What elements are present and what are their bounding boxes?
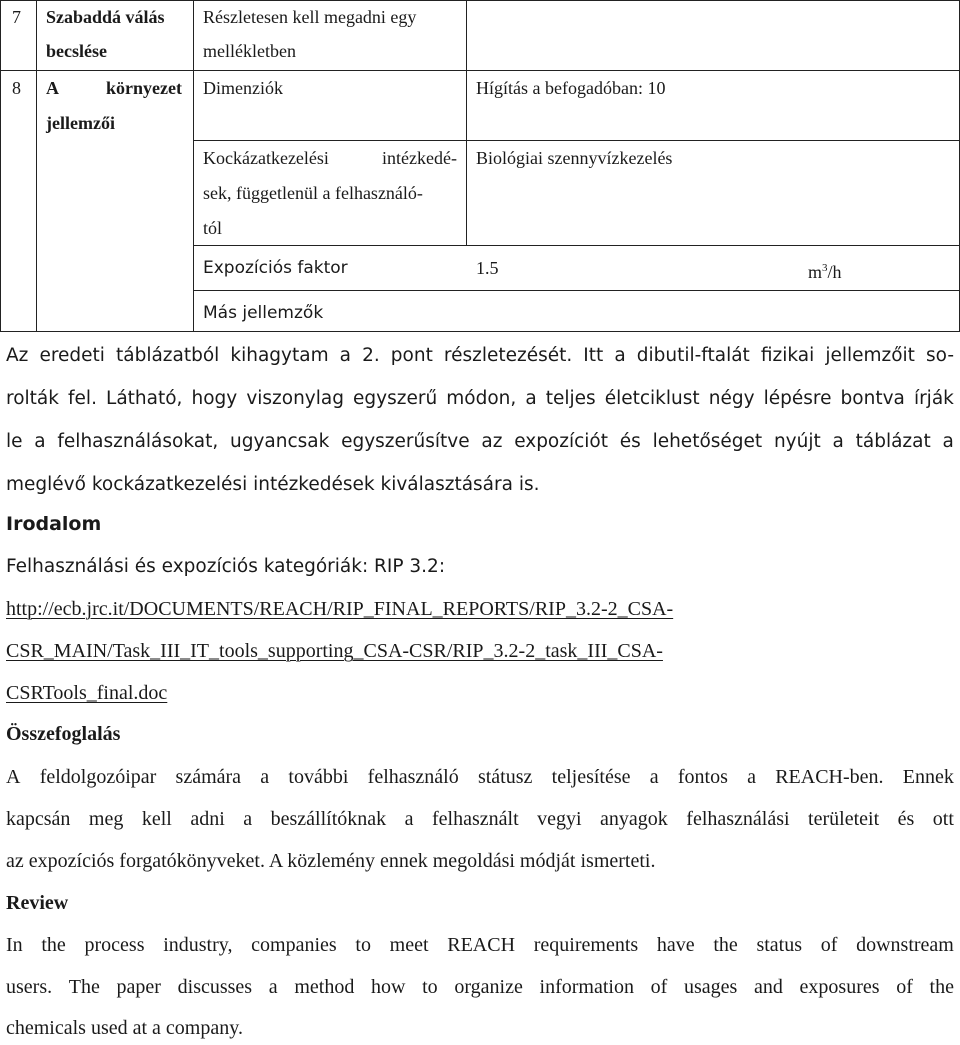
word: have [656,934,695,956]
table-rule [0,331,960,332]
word: négy [708,388,755,409]
word: Látható, [106,388,183,409]
literature-heading: Irodalom [6,513,102,535]
word: REACH-ben. [775,766,884,788]
data-table [0,0,960,332]
word: 2. [362,345,380,366]
text-line [6,849,655,873]
word: jellemzőit [825,345,915,366]
word: beszállítóknak [270,808,387,830]
text-line [6,344,954,368]
word: industry, [163,934,233,956]
word: meet [389,934,429,956]
word: of [896,976,913,998]
word: táblázat [855,431,931,452]
word: adni [190,808,225,830]
word: meglévő kockázatkezelési intézkedések kiválasztására is. [6,474,540,495]
word: a [614,345,626,366]
word: a [747,766,756,788]
word: hogy [191,388,238,409]
word: a [942,431,954,452]
word: the [929,976,954,998]
word: of [650,976,668,998]
cell-value: 1.5 [476,258,499,278]
word: how [371,976,406,998]
reference-url-line [6,681,167,705]
word: kell [141,808,172,830]
reference-link[interactable]: CSRTools_final.doc [6,682,168,704]
text-line [6,933,954,957]
word: felhasznált [432,808,519,830]
table-rule [0,70,960,71]
cell-text: mellékletben [203,41,296,61]
word: paper [116,976,161,998]
word: területeit [808,808,880,830]
word: Az [6,345,29,366]
word: of [820,934,838,956]
table-rule [0,0,1,332]
unit-tail: /h [827,262,842,282]
word: anyagok [600,808,668,830]
word: módon, [446,388,517,409]
word: a [260,766,270,788]
word: fizikai [760,345,815,366]
row-label: becslése [46,41,107,61]
word: so- [926,345,954,366]
word: A [6,766,21,788]
row-label-word: A [46,78,59,98]
row-number: 7 [12,7,21,27]
word: életciklust [604,388,700,409]
word: egyszerűsítve [341,431,470,452]
word: pont [390,345,433,366]
word: meg [88,808,124,830]
word: a [404,808,414,830]
word: chemicals used at a company. [6,1017,243,1039]
word: fontos [677,766,728,788]
reference-link[interactable]: CSR_MAIN/Task_III_IT_tools_supporting_CSA-CSR/RIP_3.2-2_task_III_CSA- [6,640,663,662]
cell-text: Dimenziók [203,78,283,98]
text-line [6,430,954,454]
table-rule [193,0,194,332]
word: a [832,431,844,452]
word: In [6,934,23,956]
word: feldolgozóipar [39,766,157,788]
row-label-word: környezet [106,78,182,98]
word: kihagytam [230,345,329,366]
text-line [6,807,954,831]
word: ott [932,808,954,830]
word: a [34,431,46,452]
word: REACH [447,934,516,956]
word: bontva [840,388,905,409]
word: további [288,766,349,788]
word: the [41,934,66,956]
word: discusses [177,976,253,998]
reference-url-line [6,639,663,663]
word: The [68,976,100,998]
reference-url-line [6,597,673,621]
unit-superscript: 3 [822,262,828,274]
word: teljesítése [551,766,631,788]
word: lépésre [763,388,832,409]
cell-text: sek, függetlenül a felhasználó- [203,183,423,203]
word: process [84,934,145,956]
word: to [422,976,438,998]
word: requirements [533,934,639,956]
word: users. [6,976,53,998]
cell-value: Hígítás a befogadóban: 10 [476,78,666,98]
word: a [268,976,278,998]
table-rule [193,140,960,141]
text-line [6,975,954,999]
word: expozíciót [514,431,608,452]
word: és [619,431,641,452]
word: fel. [68,388,97,409]
word: method [294,976,355,998]
cell-text: Expozíciós faktor [203,258,348,278]
row-label [46,78,182,98]
word: a [243,808,253,830]
word: to [355,934,371,956]
word: egyszerű [353,388,438,409]
word: exposures [799,976,880,998]
table-rule [193,290,960,291]
text-line [6,473,540,497]
table-rule [36,0,37,332]
word: felhasználási [686,808,790,830]
word: felhasználó [367,766,459,788]
cell-word: Kockázatkezelési [203,148,329,168]
word: and [753,976,783,998]
word: a [525,388,537,409]
word: information [539,976,634,998]
summary-heading: Összefoglalás [6,723,121,745]
text-line [6,387,954,411]
cell-value: Biológiai szennyvízkezelés [476,148,673,168]
word: számára [175,766,242,788]
word: és [897,808,915,830]
word: teljes [545,388,596,409]
word: downstream [856,934,954,956]
table-rule [0,0,960,1]
text-line [6,765,954,789]
word: státusz [477,766,533,788]
cell-text: tól [203,218,223,238]
row-label: Szabaddá válás [46,7,165,27]
word: a [339,345,351,366]
word: az [481,431,503,452]
cell-unit [808,258,842,282]
word: lehetőséget [652,431,763,452]
table-rule [193,245,960,246]
word: kapcsán [6,808,71,830]
reference-link[interactable]: http://ecb.jrc.it/DOCUMENTS/REACH/RIP_FINAL_REPORTS/RIP_3.2-2_CSA- [6,598,674,620]
row-label: jellemzői [46,113,115,133]
word: companies [251,934,337,956]
word: organize [454,976,523,998]
word: táblázatból [115,345,220,366]
word: felhasználásokat, [57,431,219,452]
word: viszonylag [246,388,344,409]
word: eredeti [39,345,105,366]
word: az expozíciós forgatókönyveket. A közlemény ennek megoldási módját ismerteti. [6,850,656,872]
unit-base: m [808,262,823,282]
word: írják [913,388,954,409]
word: Itt [583,345,604,366]
word: rolták [6,388,59,409]
cell-word: intézkedé- [382,148,457,168]
word: vegyi [537,808,582,830]
word: status [756,934,803,956]
word: ugyancsak [229,431,330,452]
cell-text: Részletesen kell megadni egy [203,7,417,27]
table-rule [466,0,467,246]
word: Ennek [902,766,954,788]
word: usages [683,976,738,998]
word: le [6,431,23,452]
text-line [6,1016,243,1040]
word: részletezését. [443,345,573,366]
row-number: 8 [12,78,21,98]
cell-text [203,148,457,168]
word: dibutil-ftalát [636,345,750,366]
word: nyújt [773,431,821,452]
word: the [713,934,738,956]
reference-text: Felhasználási és expozíciós kategóriák: RIP 3.2: [6,556,446,577]
review-heading: Review [6,892,69,914]
word: a [649,766,659,788]
cell-text: Más jellemzők [203,303,324,323]
